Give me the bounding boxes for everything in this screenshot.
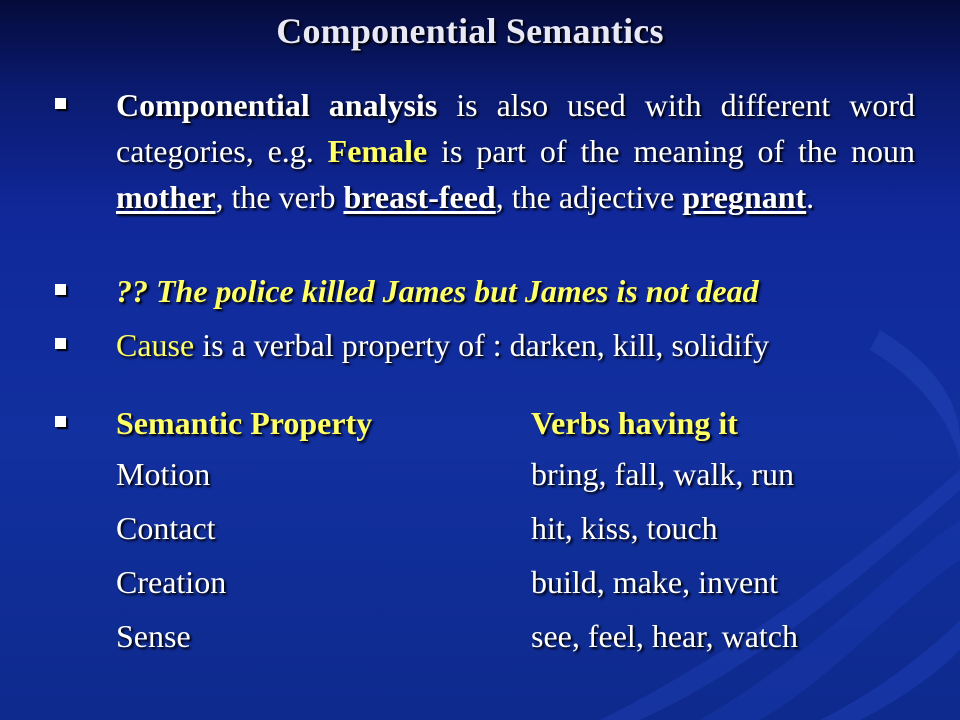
term-female: Female [327, 133, 428, 169]
text-segment: , the verb [215, 179, 344, 215]
property-cell: Creation [116, 564, 227, 600]
bullet-text [116, 82, 915, 220]
verbs-cell: bring, fall, walk, run [531, 456, 795, 492]
table-row [116, 452, 916, 506]
text-segment: is a verbal property of : darken, kill, solidify [194, 327, 770, 363]
table-row [116, 560, 916, 614]
table-header-row [55, 400, 915, 446]
verbs-cell: hit, kiss, touch [531, 510, 718, 546]
property-table [116, 452, 916, 668]
bullet-square-icon [55, 98, 66, 109]
table-header [116, 400, 915, 446]
text-segment: is part of the meaning of the noun [427, 133, 916, 169]
term-componential-analysis: Componential analysis [116, 87, 438, 123]
bullet-square-icon [55, 338, 66, 349]
bullet-cause-property [55, 322, 915, 368]
text-segment: . [806, 179, 815, 215]
example-sentence: ?? The police killed James but James is not dead [116, 273, 759, 309]
text-segment: , the adjective [495, 179, 683, 215]
header-verbs-having-it: Verbs having it [531, 405, 738, 441]
table-row [116, 506, 916, 560]
verbs-cell: build, make, invent [531, 564, 779, 600]
header-semantic-property: Semantic Property [116, 405, 373, 441]
term-pregnant: pregnant [682, 179, 807, 215]
bullet-square-icon [55, 416, 66, 427]
text-segment: is also used with different word categories, e.g. [116, 87, 916, 169]
bullet-componential-analysis [55, 82, 915, 220]
term-cause: Cause [116, 327, 195, 363]
bullet-text [116, 322, 915, 368]
slide-title: Componential Semantics [276, 11, 664, 51]
property-cell: Sense [116, 618, 191, 654]
term-breast-feed: breast-feed [343, 179, 496, 215]
property-cell: Contact [116, 510, 216, 546]
verbs-cell: see, feel, hear, watch [531, 618, 798, 654]
property-cell: Motion [116, 456, 211, 492]
table-row [116, 614, 916, 668]
bullet-square-icon [55, 284, 66, 295]
bullet-police-example [55, 268, 915, 314]
term-mother: mother [116, 179, 216, 215]
